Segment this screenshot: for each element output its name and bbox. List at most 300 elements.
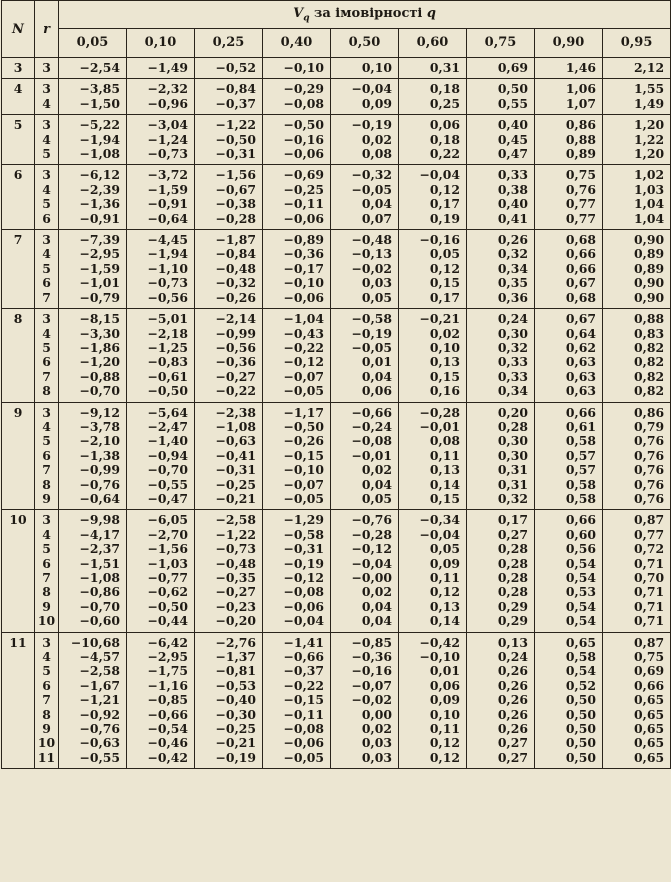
cell-value: 0,53 [535,585,603,599]
cell-value: −0,85 [331,632,399,650]
cell-value: 0,54 [535,557,603,571]
cell-value: −2,95 [127,650,195,664]
cell-value: 0,86 [535,115,603,133]
cell-value: −1,08 [59,147,127,165]
cell-value: 0,65 [603,722,671,736]
cell-value: −0,55 [59,751,127,769]
cell-value: 0,50 [467,79,535,97]
cell-value: 0,62 [535,341,603,355]
cell-r: 3 [35,58,59,79]
table-row [2,693,671,707]
cell-value: 0,29 [467,614,535,632]
cell-value: 0,26 [467,708,535,722]
cell-value: 0,66 [535,402,603,420]
cell-value: −0,06 [263,147,331,165]
cell-r: 4 [35,327,59,341]
cell-value: −0,01 [331,449,399,463]
cell-r: 5 [35,197,59,211]
cell-n: 11 [2,632,35,650]
cell-value: 0,02 [331,133,399,147]
cell-value: −0,21 [195,736,263,750]
table-row [2,542,671,556]
cell-value: 0,02 [331,585,399,599]
cell-value: −1,56 [195,165,263,183]
cell-value: −0,29 [263,79,331,97]
cell-value: 0,22 [399,147,467,165]
cell-value: −0,42 [127,751,195,769]
cell-value: 1,20 [603,115,671,133]
cell-r: 11 [35,751,59,769]
cell-value: −0,99 [59,463,127,477]
table-row [2,650,671,664]
cell-r: 5 [35,542,59,556]
cell-r: 3 [35,165,59,183]
table-row [2,97,671,115]
cell-n [2,212,35,230]
cell-value: 0,13 [399,463,467,477]
table-row [2,708,671,722]
cell-value: −0,50 [263,115,331,133]
cell-value: −0,94 [127,449,195,463]
cell-value: −0,22 [263,679,331,693]
cell-value: −0,08 [331,434,399,448]
cell-n: 7 [2,230,35,248]
cell-value: −0,55 [127,478,195,492]
cell-n [2,341,35,355]
cell-value: −0,15 [263,449,331,463]
cell-value: −0,63 [59,736,127,750]
cell-value: 0,87 [603,510,671,528]
table-row [2,463,671,477]
cell-value: 0,65 [603,708,671,722]
table-row [2,309,671,327]
cell-r: 3 [35,115,59,133]
cell-n [2,183,35,197]
table-row [2,528,671,542]
cell-r: 3 [35,510,59,528]
cell-value: 0,66 [535,510,603,528]
table-row [2,133,671,147]
cell-value: 0,47 [467,147,535,165]
cell-value: 0,65 [603,751,671,769]
cell-value: 0,63 [535,370,603,384]
cell-value: 0,12 [399,262,467,276]
cell-value: 0,00 [331,708,399,722]
table-row [2,115,671,133]
cell-r: 4 [35,133,59,147]
cell-n [2,420,35,434]
cell-r: 4 [35,247,59,261]
cell-n: 3 [2,58,35,79]
cell-value: −1,56 [127,542,195,556]
cell-value: 0,04 [331,478,399,492]
cell-value: 0,82 [603,370,671,384]
cell-r: 9 [35,600,59,614]
cell-value: −3,78 [59,420,127,434]
cell-value: −0,79 [59,291,127,309]
table-row [2,751,671,769]
cell-value: −0,48 [195,557,263,571]
cell-value: −0,25 [195,722,263,736]
cell-value: 0,29 [467,600,535,614]
cell-value: 0,13 [399,600,467,614]
cell-value: 1,46 [535,58,603,79]
cell-value: 0,12 [399,585,467,599]
table-row [2,434,671,448]
cell-value: 0,12 [399,183,467,197]
cell-value: 0,26 [467,722,535,736]
cell-value: −0,25 [263,183,331,197]
cell-value: 0,54 [535,614,603,632]
table-row [2,449,671,463]
cell-value: −0,26 [195,291,263,309]
cell-value: −0,96 [127,97,195,115]
cell-r: 6 [35,355,59,369]
cell-value: 0,03 [331,736,399,750]
cell-value: 0,28 [467,585,535,599]
cell-value: −3,72 [127,165,195,183]
cell-value: −2,39 [59,183,127,197]
cell-value: −0,34 [399,510,467,528]
cell-value: 0,79 [603,420,671,434]
cell-value: −1,20 [59,355,127,369]
cell-value: −4,45 [127,230,195,248]
cell-n [2,478,35,492]
cell-value: −0,46 [127,736,195,750]
cell-n [2,664,35,678]
cell-value: 0,88 [603,309,671,327]
cell-r: 6 [35,212,59,230]
cell-r: 5 [35,147,59,165]
cell-value: −1,04 [263,309,331,327]
cell-value: −0,54 [127,722,195,736]
cell-r: 10 [35,614,59,632]
cell-value: −0,31 [195,147,263,165]
cell-r: 3 [35,79,59,97]
cell-value: −0,70 [59,384,127,402]
cell-r: 7 [35,291,59,309]
cell-n [2,355,35,369]
cell-value: −0,06 [263,291,331,309]
table-row [2,230,671,248]
header-q-value: 0,05 [59,28,127,57]
cell-n: 9 [2,402,35,420]
cell-n [2,434,35,448]
header-q-value: 0,95 [603,28,671,57]
cell-value: 0,11 [399,722,467,736]
cell-value: −0,64 [127,212,195,230]
cell-value: −9,12 [59,402,127,420]
cell-value: 0,34 [467,384,535,402]
cell-value: 1,20 [603,147,671,165]
cell-value: 0,27 [467,528,535,542]
cell-value: 0,06 [331,384,399,402]
cell-value: 0,11 [399,449,467,463]
cell-value: −0,04 [331,79,399,97]
cell-value: −2,76 [195,632,263,650]
cell-value: 0,14 [399,478,467,492]
cell-n [2,571,35,585]
table-row [2,341,671,355]
cell-value: −0,76 [331,510,399,528]
cell-value: 0,89 [535,147,603,165]
cell-value: −0,31 [195,463,263,477]
cell-value: 0,38 [467,183,535,197]
cell-value: 0,68 [535,230,603,248]
cell-r: 4 [35,183,59,197]
cell-n [2,449,35,463]
cell-value: 0,33 [467,165,535,183]
cell-value: 0,12 [399,751,467,769]
cell-value: −2,14 [195,309,263,327]
cell-value: −0,41 [195,449,263,463]
cell-value: 0,63 [535,384,603,402]
cell-n [2,585,35,599]
cell-value: −0,36 [263,247,331,261]
cell-r: 5 [35,434,59,448]
cell-value: −0,10 [263,58,331,79]
cell-value: 0,06 [399,115,467,133]
cell-value: 0,32 [467,341,535,355]
cell-n [2,133,35,147]
cell-value: 0,33 [467,355,535,369]
cell-value: −0,76 [59,722,127,736]
cell-r: 7 [35,370,59,384]
cell-value: −0,83 [127,355,195,369]
cell-value: 1,07 [535,97,603,115]
cell-value: 1,22 [603,133,671,147]
cell-value: 0,09 [399,557,467,571]
table-row [2,585,671,599]
cell-value: 0,05 [399,542,467,556]
table-row [2,402,671,420]
cell-value: −6,12 [59,165,127,183]
cell-r: 9 [35,492,59,510]
cell-value: −1,41 [263,632,331,650]
table-row [2,632,671,650]
cell-value: −0,64 [59,492,127,510]
cell-value: 0,50 [535,708,603,722]
cell-value: −1,22 [195,115,263,133]
cell-value: 0,77 [603,528,671,542]
cell-value: −3,30 [59,327,127,341]
cell-value: −0,00 [331,571,399,585]
cell-value: 0,58 [535,650,603,664]
cell-value: −0,11 [263,197,331,211]
header-q-var: q [426,5,436,21]
cell-value: 0,89 [603,262,671,276]
cell-n: 8 [2,309,35,327]
cell-value: −0,04 [263,614,331,632]
cell-value: 0,26 [467,230,535,248]
cell-value: 0,35 [467,276,535,290]
cell-value: 0,50 [535,751,603,769]
cell-value: 0,50 [535,736,603,750]
cell-value: 0,75 [603,650,671,664]
table-row [2,557,671,571]
cell-r: 9 [35,722,59,736]
cell-value: −0,22 [263,341,331,355]
cell-value: 0,54 [535,600,603,614]
cell-value: 0,71 [603,600,671,614]
cell-value: −0,58 [263,528,331,542]
cell-value: 0,01 [331,355,399,369]
cell-value: 0,40 [467,115,535,133]
cell-value: −0,06 [263,212,331,230]
table-row [2,327,671,341]
cell-value: −0,02 [331,693,399,707]
cell-value: 0,50 [535,693,603,707]
cell-value: 0,75 [535,165,603,183]
cell-value: −5,01 [127,309,195,327]
cell-value: 0,31 [399,58,467,79]
table-row [2,197,671,211]
cell-value: −3,04 [127,115,195,133]
cell-value: 0,40 [467,197,535,211]
cell-value: 0,66 [603,679,671,693]
cell-value: −2,47 [127,420,195,434]
cell-value: −0,06 [263,600,331,614]
cell-r: 8 [35,585,59,599]
cell-value: 0,66 [535,247,603,261]
table-row [2,679,671,693]
cell-value: −0,47 [127,492,195,510]
cell-value: 0,05 [331,291,399,309]
cell-value: −1,67 [59,679,127,693]
cell-n [2,197,35,211]
cell-n: 4 [2,79,35,97]
cell-n [2,247,35,261]
cell-n [2,291,35,309]
header-vq-group [59,1,671,29]
cell-value: −2,58 [59,664,127,678]
cell-value: 0,31 [467,463,535,477]
cell-value: −0,66 [263,650,331,664]
cell-value: −0,63 [195,434,263,448]
cell-n [2,147,35,165]
table-row [2,664,671,678]
cell-value: −0,58 [331,309,399,327]
cell-n [2,557,35,571]
cell-n [2,276,35,290]
cell-value: −1,08 [195,420,263,434]
cell-value: −0,25 [195,478,263,492]
cell-value: 0,01 [399,664,467,678]
cell-value: −1,16 [127,679,195,693]
cell-value: −2,38 [195,402,263,420]
cell-value: −0,22 [195,384,263,402]
cell-n [2,693,35,707]
cell-value: 0,15 [399,492,467,510]
cell-value: −0,12 [263,571,331,585]
cell-n [2,736,35,750]
cell-value: 0,26 [467,693,535,707]
cell-value: −0,16 [331,664,399,678]
table-row [2,79,671,97]
cell-value: 0,71 [603,585,671,599]
cell-value: −0,73 [127,147,195,165]
header-q-value: 0,25 [195,28,263,57]
header-r: r [35,1,59,58]
cell-r: 6 [35,557,59,571]
cell-value: 0,17 [467,510,535,528]
cell-value: 0,05 [399,247,467,261]
cell-value: −0,84 [195,79,263,97]
cell-value: −1,03 [127,557,195,571]
cell-value: 0,04 [331,614,399,632]
cell-value: 0,76 [603,478,671,492]
cell-r: 3 [35,632,59,650]
cell-value: −0,86 [59,585,127,599]
cell-value: −1,94 [127,247,195,261]
cell-n [2,600,35,614]
table-row [2,276,671,290]
cell-value: 0,68 [535,291,603,309]
cell-value: −0,27 [195,585,263,599]
cell-value: −0,50 [195,133,263,147]
cell-value: 0,58 [535,478,603,492]
cell-value: −0,84 [195,247,263,261]
cell-value: 0,18 [399,79,467,97]
cell-value: −0,08 [263,585,331,599]
cell-value: −0,62 [127,585,195,599]
cell-value: 0,61 [535,420,603,434]
cell-r: 8 [35,478,59,492]
cell-value: −1,21 [59,693,127,707]
cell-value: −1,94 [59,133,127,147]
cell-value: −0,32 [331,165,399,183]
header-q-value: 0,60 [399,28,467,57]
cell-value: 0,28 [467,542,535,556]
cell-value: −0,28 [331,528,399,542]
cell-value: −0,36 [195,355,263,369]
cell-value: −1,29 [263,510,331,528]
cell-value: −0,99 [195,327,263,341]
cell-value: 0,77 [535,197,603,211]
cell-value: −0,05 [331,341,399,355]
cell-value: −0,60 [59,614,127,632]
cell-value: −0,01 [399,420,467,434]
table-row [2,147,671,165]
cell-value: 0,02 [399,327,467,341]
cell-r: 5 [35,341,59,355]
cell-value: −0,92 [59,708,127,722]
cell-r: 8 [35,708,59,722]
cell-value: −1,36 [59,197,127,211]
cell-r: 10 [35,736,59,750]
cell-value: 0,15 [399,370,467,384]
header-q-value: 0,75 [467,28,535,57]
cell-r: 4 [35,650,59,664]
cell-value: −0,20 [195,614,263,632]
cell-value: 0,26 [467,679,535,693]
cell-value: 0,57 [535,463,603,477]
cell-value: −0,50 [263,420,331,434]
cell-value: 0,19 [399,212,467,230]
cell-value: 0,28 [467,420,535,434]
cell-n [2,97,35,115]
cell-value: −0,24 [331,420,399,434]
cell-value: 0,31 [467,478,535,492]
cell-value: 0,20 [467,402,535,420]
cell-value: 0,25 [399,97,467,115]
cell-value: −0,88 [59,370,127,384]
header-q-value: 0,50 [331,28,399,57]
cell-value: 0,69 [603,664,671,678]
cell-value: −0,23 [195,600,263,614]
cell-value: −1,37 [195,650,263,664]
cell-value: 0,02 [331,463,399,477]
